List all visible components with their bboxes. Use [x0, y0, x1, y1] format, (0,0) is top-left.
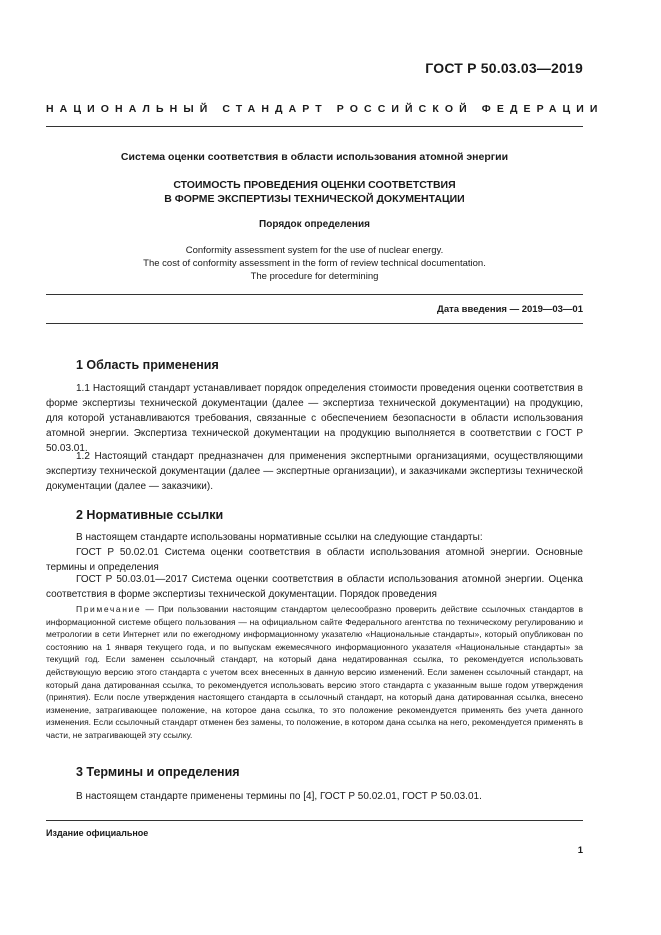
reference-item-2: ГОСТ Р 50.03.01—2017 Система оценки соответствия в области использования атомной энергии. Оценка соответствия в форме экспертизы технической документации. Порядок проведения	[46, 574, 583, 600]
divider-footer	[46, 820, 583, 821]
paragraph-1-1: 1.1 Настоящий стандарт устанавливает порядок определения стоимости проведения оценки соответствия в форме экспертизы технической документации (далее — экспертиза технической документации) на продукцию, для которой устанавливаются требования, связанные с обеспечением безопасности в области использования атомной энергии. Экспертиза технической документации на продукцию выполняется в соответствии с ГОСТ Р 50.03.01.	[46, 383, 583, 454]
main-title-line-1: СТОИМОСТЬ ПРОВЕДЕНИЯ ОЦЕНКИ СООТВЕТСТВИЯ	[173, 179, 456, 191]
english-line-1: Conformity assessment system for the use of nuclear energy.	[185, 245, 444, 256]
divider-after-date	[46, 323, 583, 324]
order-title: Порядок определения	[259, 219, 370, 230]
divider-top	[46, 126, 583, 127]
paragraph-1-2: 1.2 Настоящий стандарт предназначен для применения экспертными организациями, осуществляющими экспертизу технической документации (далее — экспертные организации), и заказчиками экспертизы технической документации (далее — заказчики).	[46, 451, 583, 492]
section-heading-normative-references: 2 Нормативные ссылки	[76, 508, 224, 522]
english-line-3: The procedure for determining	[250, 271, 379, 282]
official-edition-label: Издание официальное	[46, 828, 149, 838]
english-line-2: The cost of conformity assessment in the form of review technical documentation.	[143, 258, 486, 269]
references-note	[46, 603, 583, 742]
section-heading-terms: 3 Термины и определения	[76, 765, 240, 779]
divider-before-date	[46, 294, 583, 295]
reference-item-1: ГОСТ Р 50.02.01 Система оценки соответствия в области использования атомной энергии. Основные термины и определения	[46, 547, 583, 573]
main-title	[46, 178, 583, 206]
terms-text: В настоящем стандарте применены термины по [4], ГОСТ Р 50.02.01, ГОСТ Р 50.03.01.	[76, 791, 482, 802]
gost-code: ГОСТ Р 50.03.03—2019	[425, 60, 583, 76]
national-standard-banner: НАЦИОНАЛЬНЫЙ СТАНДАРТ РОССИЙСКОЙ ФЕДЕРАЦИИ	[46, 103, 604, 115]
main-title-line-2: В ФОРМЕ ЭКСПЕРТИЗЫ ТЕХНИЧЕСКОЙ ДОКУМЕНТАЦИИ	[164, 193, 465, 205]
page-number: 1	[577, 845, 583, 856]
system-title: Система оценки соответствия в области использования атомной энергии	[120, 151, 509, 163]
introduction-date: Дата введения — 2019—03—01	[437, 304, 583, 315]
note-text: — При пользовании настоящим стандартом целесообразно проверить действие ссылочных стандартов в информационной системе общего пользования — на официальном сайте Федерального агентства по техническому регулированию и метрологии в сети Интернет или по ежегодному информационному указателю «Национальные стандарты», который опубликован по состоянию на 1 января текущего года, и по выпускам ежемесячного информационного указателя «Национальные стандарты» за текущий год. Если заменен ссылочный стандарт, на который дана недатированная ссылка, то рекомендуется использовать действующую версию этого стандарта с учетом всех внесенных в данную версию изменений. Если заменен ссылочный стандарт, на который дана датированная ссылка, то рекомендуется использовать версию этого стандарта с указанным выше годом утверждения (принятия). Если после утверждения настоящего стандарта в ссылочный стандарт, на который дана датированная ссылка, внесено изменение, затрагивающее положение, на которое дана ссылка, то это положение рекомендуется применять без учета данного изменения. Если ссылочный стандарт отменен без замены, то положение, в котором дана ссылка на него, рекомендуется применять в части, не затрагивающей эту ссылку.	[46, 604, 583, 740]
references-intro: В настоящем стандарте использованы нормативные ссылки на следующие стандарты:	[76, 532, 483, 543]
note-label: Примечание	[76, 604, 142, 614]
english-title	[46, 244, 583, 283]
section-heading-scope: 1 Область применения	[76, 358, 219, 372]
